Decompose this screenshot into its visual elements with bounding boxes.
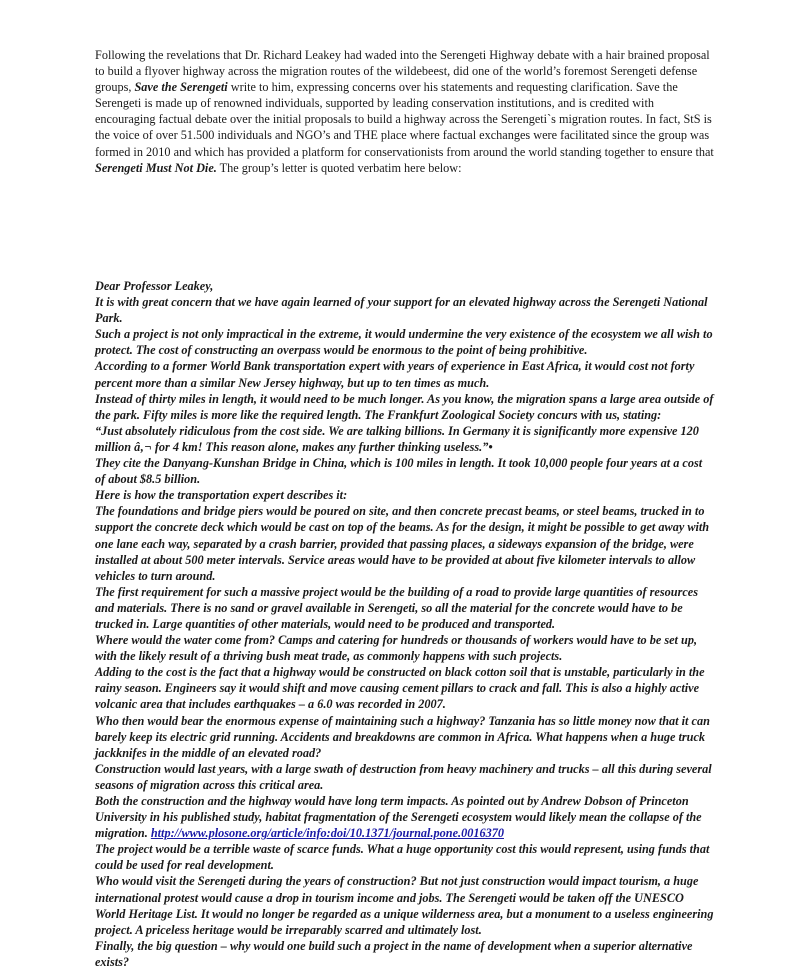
letter-paragraph: The first requirement for such a massive project would be the building of a road to provide large quantities of resources and materials. There is no sand or gravel available in Serengeti, so all the material for the concrete would have to be trucked in. Large quantities of other materials, would need to be produced and transported. <box>95 584 698 631</box>
letter-paragraph: They cite the Danyang-Kunshan Bridge in China, which is 100 miles in length. It took 10,000 people four years at a cost of about $8.5 billion. <box>95 456 703 487</box>
letter-paragraph: Construction would last years, with a large swath of destruction from heavy machinery and trucks – all this during several seasons of migration across this critical area. <box>95 761 712 792</box>
letter-paragraph: Who then would bear the enormous expense of maintaining such a highway? Tanzania has so little money now that it can barely keep its electric grid running. Accidents and breakdowns are common in Africa. What happens when a huge truck jackknifes in the middle of an elevated road? <box>95 713 710 760</box>
letter-paragraph: Here is how the transportation expert describes it: <box>95 488 348 503</box>
intro-text-1: Following the revelations that Dr. Richard Leakey had waded into the Serengeti Highway debate with a hair brained proposal to build a flyover highway across the migration routes of the wildebeest, did one of the world’s foremost Serengeti defense groups, <box>95 48 710 95</box>
letter-paragraph: Where would the water come from? Camps and catering for hundreds or thousands of workers would have to be set up, with the likely result of a thriving bush meat trade, as commonly happens with such projects. <box>95 633 698 664</box>
letter-paragraph: Both the construction and the highway would have long term impacts. As pointed out by Andrew Dobson of Princeton University in his published study, habitat fragmentation of the Serengeti ecosystem would likely mean the collapse of the migration. <box>95 794 702 841</box>
letter-paragraph: Who would visit the Serengeti during the years of construction? But not just construction would impact tourism, a huge international protest would cause a drop in tourism income and jobs. The Serengeti would be taken off the UNESCO World Heritage List. It would no longer be regarded as a unique wilderness area, but a monument to a useless engineering project. A priceless heritage would be irreparably scarred and ultimately lost. <box>95 874 714 937</box>
quoted-letter <box>95 278 715 970</box>
plosone-study-link[interactable]: http://www.plosone.org/article/info:doi/10.1371/journal.pone.0016370 <box>150 826 504 841</box>
letter-salutation: Dear Professor Leakey, <box>95 279 214 293</box>
letter-paragraph: According to a former World Bank transportation expert with years of experience in East Africa, it would cost not forty percent more than a similar New Jersey highway, but up to ten times as much. <box>95 359 695 390</box>
letter-paragraph: Instead of thirty miles in length, it would need to be much longer. As you know, the migration spans a large area outside of the park. Fifty miles is more like the required length. The Frankfurt Zoological Society concurs with us, stating: <box>95 391 714 422</box>
letter-paragraph: Adding to the cost is the fact that a highway would be constructed on black cotton soil that is unstable, particularly in the rainy season. Engineers say it would shift and move causing cement pillars to crack and fall. This is also a highly active volcanic area that includes earthquakes – a 6.0 was recorded in 2007. <box>95 665 705 712</box>
letter-closing-question: Finally, the big question – why would one build such a project in the name of development when a superior alternative exists? <box>95 938 693 969</box>
letter-paragraph: It is with great concern that we have again learned of your support for an elevated highway across the Serengeti National Park. <box>95 295 708 326</box>
letter-quote: “Just absolutely ridiculous from the cost side. We are talking billions. In Germany it is significantly more expensive 120 million â‚¬ for 4 km! This reason alone, makes any further thinking useless.”• <box>95 423 699 454</box>
intro-text-3: The group’s letter is quoted verbatim here below: <box>216 160 462 175</box>
intro-emphasis-serengeti-must-not-die: Serengeti Must Not Die. <box>95 160 217 175</box>
letter-paragraph: Such a project is not only impractical in the extreme, it would undermine the very existence of the ecosystem we all wish to protect. The cost of constructing an overpass would be enormous to the point of being prohibitive. <box>95 327 713 358</box>
intro-text-2: write to him, expressing concerns over his statements and requesting clarification. Save the Serengeti is made up of renowned individuals, supported by leading conservation institutions, and is credited with encouraging factual debate over the initial proposals to build a highway across the Serengeti`s migration routes. In fact, StS is the voice of over 51.500 individuals and NGO’s and THE place where factual exchanges were facilitated since the group was formed in 2010 and which has provided a platform for conservationists from around the world standing together to ensure that <box>95 80 714 159</box>
intro-paragraph <box>95 47 715 176</box>
intro-emphasis-save-the-serengeti: Save the Serengeti <box>134 80 228 95</box>
letter-paragraph: The project would be a terrible waste of scarce funds. What a huge opportunity cost this would represent, using funds that could be used for real development. <box>95 842 710 873</box>
letter-paragraph: The foundations and bridge piers would be poured on site, and then concrete precast beams, or steel beams, trucked in to support the concrete deck which would be cast on top of the beams. As for the design, it might be possible to get away with one lane each way, separated by a crash barrier, provided that passing places, a sideways expansion of the bridge, were installed at about 500 meter intervals. Service areas would have to be provided at about five kilometer intervals to allow vehicles to turn around. <box>95 504 710 583</box>
